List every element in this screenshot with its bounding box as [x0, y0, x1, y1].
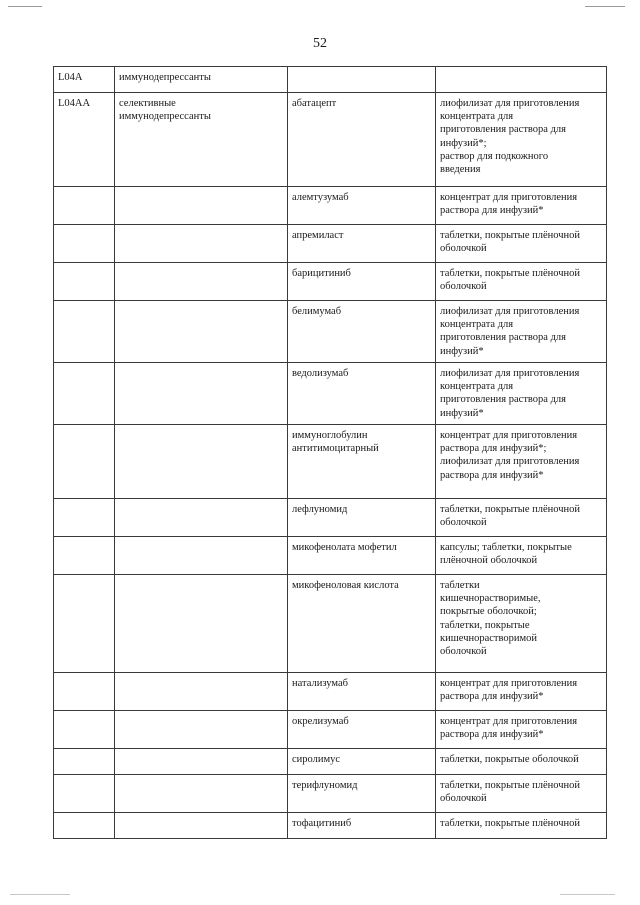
drug-name-line: иммуноглобулин — [292, 430, 368, 441]
drug-name-line: абатацепт — [292, 98, 337, 109]
dosage-form-line: концентрат для приготовления — [440, 716, 578, 727]
dosage-form-line: раствора для инфузий* — [440, 469, 544, 481]
drug-name-cell — [288, 187, 436, 225]
dosage-form-cell — [436, 813, 607, 839]
pharmacological-group-cell — [115, 67, 288, 93]
pharmacological-group-cell — [115, 749, 288, 775]
dosage-form-cell — [436, 775, 607, 813]
table-row — [54, 575, 607, 673]
dosage-form-line: плёночной оболочкой — [440, 555, 538, 567]
dosage-form-cell — [436, 93, 607, 187]
drug-name-line: алемтузумаб — [292, 192, 349, 203]
dosage-form-cell — [436, 225, 607, 263]
drug-name-line: окрелизумаб — [292, 716, 349, 727]
table-row — [54, 749, 607, 775]
dosage-form-cell — [436, 711, 607, 749]
dosage-form-line: таблетки, покрытые плёночной — [440, 230, 581, 241]
pharmacological-group-line: иммунодепрессанты — [119, 111, 211, 123]
table-row — [54, 67, 607, 93]
dosage-form-cell — [436, 425, 607, 499]
pharmacological-group-cell — [115, 301, 288, 363]
dosage-form-line: раствора для инфузий* — [440, 205, 544, 217]
dosage-form-line: кишечнорастворимой — [440, 632, 538, 644]
pharmacological-group-cell — [115, 187, 288, 225]
dosage-form-line: концентрат для приготовления — [440, 192, 578, 203]
dosage-form-line: введения — [440, 164, 481, 176]
drug-name-line: терифлуномид — [292, 780, 358, 791]
dosage-form-line: таблетки, покрытые плёночной — [440, 504, 581, 515]
dosage-form-line: оболочкой — [440, 517, 487, 529]
scan-edge-mark-bottom-left — [10, 894, 70, 895]
drug-name-cell — [288, 813, 436, 839]
dosage-form-line: концентрат для приготовления — [440, 430, 578, 441]
pharmacological-group-cell — [115, 775, 288, 813]
drug-table — [53, 66, 607, 839]
pharmacological-group-cell — [115, 425, 288, 499]
dosage-form-line: оболочкой — [440, 243, 487, 255]
atc-code-cell — [54, 187, 115, 225]
drug-name-line: сиролимус — [292, 754, 341, 765]
atc-code-cell — [54, 537, 115, 575]
dosage-form-cell — [436, 67, 607, 93]
dosage-form-line: раствора для инфузий*; — [440, 443, 547, 455]
dosage-form-line: концентрата для — [440, 319, 514, 331]
table-row — [54, 537, 607, 575]
dosage-form-line: приготовления раствора для — [440, 124, 566, 136]
table-row — [54, 775, 607, 813]
table-row — [54, 499, 607, 537]
dosage-form-line: приготовления раствора для — [440, 394, 566, 406]
drug-name-line: лефлуномид — [292, 504, 348, 515]
dosage-form-line: инфузий* — [440, 407, 484, 419]
table-row — [54, 93, 607, 187]
table-row — [54, 363, 607, 425]
drug-name-cell — [288, 775, 436, 813]
pharmacological-group-cell — [115, 575, 288, 673]
dosage-form-cell — [436, 749, 607, 775]
drug-name-cell — [288, 263, 436, 301]
atc-code-cell — [54, 93, 115, 187]
table-row — [54, 301, 607, 363]
table-body — [54, 67, 607, 839]
atc-code-cell — [54, 425, 115, 499]
atc-code-cell — [54, 301, 115, 363]
pharmacological-group-cell — [115, 711, 288, 749]
drug-name-cell — [288, 425, 436, 499]
drug-name-line: тофацитиниб — [292, 818, 352, 829]
drug-name-cell — [288, 93, 436, 187]
atc-code-text: L04A — [58, 72, 83, 83]
scan-edge-mark-top-left — [8, 6, 42, 7]
table-row — [54, 225, 607, 263]
dosage-form-cell — [436, 187, 607, 225]
dosage-form-cell — [436, 499, 607, 537]
pharmacological-group-line: селективные — [119, 98, 176, 109]
dosage-form-line: капсулы; таблетки, покрытые — [440, 542, 572, 553]
dosage-form-cell — [436, 673, 607, 711]
dosage-form-line: лиофилизат для приготовления — [440, 306, 580, 317]
page-number: 52 — [313, 36, 327, 51]
drug-name-line: антитимоцитарный — [292, 443, 379, 455]
dosage-form-line: таблетки — [440, 580, 480, 591]
drug-name-line: микофенолата мофетил — [292, 542, 397, 553]
pharmacological-group-cell — [115, 225, 288, 263]
dosage-form-line: концентрат для приготовления — [440, 678, 578, 689]
dosage-form-cell — [436, 363, 607, 425]
dosage-form-cell — [436, 537, 607, 575]
table-row — [54, 813, 607, 839]
scan-edge-mark-bottom-right — [560, 894, 615, 895]
pharmacological-group-cell — [115, 499, 288, 537]
drug-name-cell — [288, 575, 436, 673]
dosage-form-line: оболочкой — [440, 793, 487, 805]
drug-name-cell — [288, 673, 436, 711]
atc-code-text: L04AA — [58, 98, 91, 109]
dosage-form-line: раствора для инфузий* — [440, 691, 544, 703]
dosage-form-line: раствора для инфузий* — [440, 729, 544, 741]
atc-code-cell — [54, 711, 115, 749]
atc-code-cell — [54, 775, 115, 813]
dosage-form-line: таблетки, покрытые плёночной — [440, 818, 581, 829]
drug-name-cell — [288, 499, 436, 537]
atc-code-cell — [54, 263, 115, 301]
drug-name-line: микофеноловая кислота — [292, 580, 399, 591]
dosage-form-line: раствор для подкожного — [440, 150, 549, 162]
atc-code-cell — [54, 673, 115, 711]
drug-name-cell — [288, 301, 436, 363]
pharmacological-group-cell — [115, 263, 288, 301]
drug-name-cell — [288, 749, 436, 775]
pharmacological-group-cell — [115, 93, 288, 187]
drug-name-line: натализумаб — [292, 678, 348, 689]
drug-name-line: ведолизумаб — [292, 368, 349, 379]
table-row — [54, 425, 607, 499]
dosage-form-line: оболочкой — [440, 281, 487, 293]
atc-code-cell — [54, 575, 115, 673]
dosage-form-line: оболочкой — [440, 646, 487, 658]
drug-name-line: апремиласт — [292, 230, 344, 241]
dosage-form-line: таблетки, покрытые плёночной — [440, 780, 581, 791]
pharmacological-group-cell — [115, 673, 288, 711]
atc-code-cell — [54, 363, 115, 425]
atc-code-cell — [54, 813, 115, 839]
drug-name-cell — [288, 225, 436, 263]
pharmacological-group-cell — [115, 537, 288, 575]
pharmacological-group-cell — [115, 363, 288, 425]
dosage-form-cell — [436, 263, 607, 301]
drug-name-cell — [288, 363, 436, 425]
drug-name-line: барицитиниб — [292, 268, 351, 279]
pharmacological-group-line: иммунодепрессанты — [119, 72, 211, 83]
drug-name-cell — [288, 67, 436, 93]
table-row — [54, 673, 607, 711]
atc-code-cell — [54, 499, 115, 537]
dosage-form-line: инфузий* — [440, 345, 484, 357]
dosage-form-line: таблетки, покрытые оболочкой — [440, 754, 579, 765]
atc-code-cell — [54, 225, 115, 263]
dosage-form-line: лиофилизат для приготовления — [440, 98, 580, 109]
atc-code-cell — [54, 67, 115, 93]
dosage-form-line: таблетки, покрытые — [440, 619, 530, 631]
drug-name-cell — [288, 711, 436, 749]
table-row — [54, 263, 607, 301]
drug-name-line: белимумаб — [292, 306, 342, 317]
dosage-form-line: лиофилизат для приготовления — [440, 456, 580, 468]
dosage-form-line: лиофилизат для приготовления — [440, 368, 580, 379]
drug-name-cell — [288, 537, 436, 575]
dosage-form-line: концентрата для — [440, 111, 514, 123]
dosage-form-line: таблетки, покрытые плёночной — [440, 268, 581, 279]
dosage-form-line: концентрата для — [440, 381, 514, 393]
atc-code-cell — [54, 749, 115, 775]
dosage-form-line: покрытые оболочкой; — [440, 606, 537, 618]
dosage-form-cell — [436, 301, 607, 363]
table-row — [54, 187, 607, 225]
dosage-form-line: инфузий*; — [440, 137, 487, 149]
dosage-form-cell — [436, 575, 607, 673]
dosage-form-line: приготовления раствора для — [440, 332, 566, 344]
table-row — [54, 711, 607, 749]
pharmacological-group-cell — [115, 813, 288, 839]
scan-edge-mark-top-right — [585, 6, 625, 7]
dosage-form-line: кишечнорастворимые, — [440, 593, 541, 605]
